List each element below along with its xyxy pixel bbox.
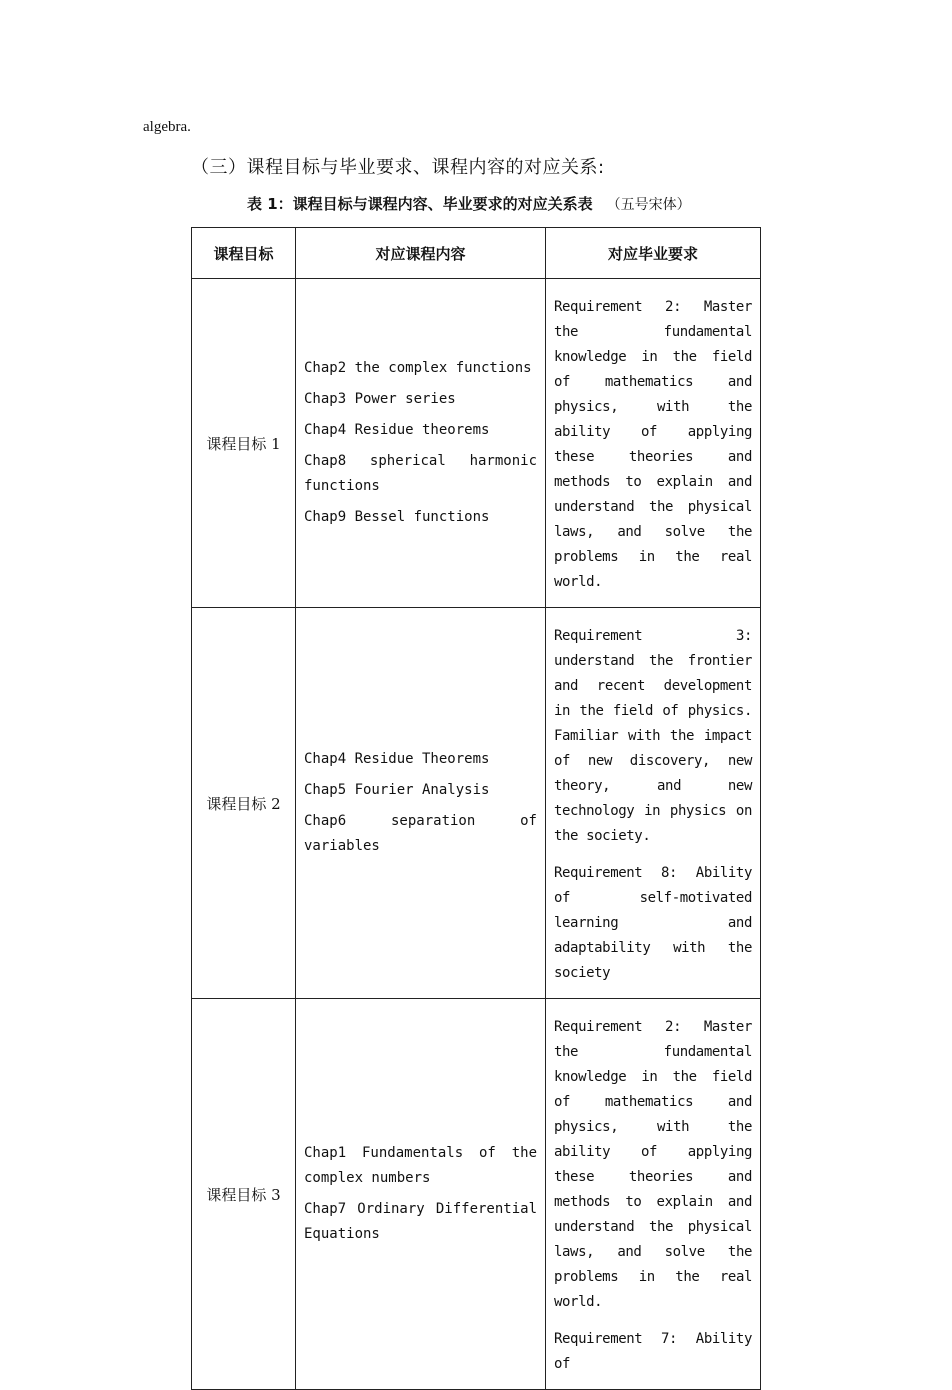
table-caption	[247, 193, 691, 214]
table-row	[192, 999, 761, 1390]
content-cell	[296, 999, 546, 1390]
table-caption-note: （五号宋体）	[606, 197, 691, 213]
requirement-text: Requirement 7: Ability of	[554, 1331, 752, 1372]
section-heading: （三）课程目标与毕业要求、课程内容的对应关系:	[191, 157, 605, 178]
requirement-cell	[546, 279, 761, 608]
table-row	[192, 279, 761, 608]
content-item: Chap4 Residue theorems	[304, 422, 490, 438]
content-item: Chap7 Ordinary Differential Equations	[304, 1201, 537, 1242]
goal-cell: 课程目标 1	[192, 279, 296, 608]
goal-cell: 课程目标 3	[192, 999, 296, 1390]
content-item: Chap8 spherical harmonic functions	[304, 453, 537, 494]
table-header-row	[192, 228, 761, 279]
content-item: Chap6 separation of variables	[304, 813, 537, 854]
mapping-table	[191, 227, 761, 1390]
content-item: Chap2 the complex functions	[304, 360, 532, 376]
goal-cell: 课程目标 2	[192, 608, 296, 999]
header-course-goal: 课程目标	[192, 228, 296, 279]
content-item: Chap9 Bessel functions	[304, 509, 490, 525]
requirement-cell	[546, 608, 761, 999]
requirement-text: Requirement 3: understand the frontier and recent development in the field of physics. Familiar with the impact of new discovery, new theory, and new technology in physics on the society.	[554, 628, 752, 844]
content-item: Chap4 Residue Theorems	[304, 751, 490, 767]
table-caption-title: 表 1：课程目标与课程内容、毕业要求的对应关系表	[247, 195, 593, 213]
header-course-content: 对应课程内容	[296, 228, 546, 279]
content-item: Chap3 Power series	[304, 391, 456, 407]
content-item: Chap1 Fundamentals of the complex numbers	[304, 1145, 537, 1186]
lead-text: algebra.	[143, 119, 191, 135]
content-cell	[296, 279, 546, 608]
requirement-text: Requirement 8: Ability of self-motivated learning and adaptability with the society	[554, 865, 752, 981]
table-row	[192, 608, 761, 999]
requirement-text: Requirement 2: Master the fundamental knowledge in the field of mathematics and physics, with the ability of applying these theories and methods to explain and understand the physical laws, and solve the problems in the real world.	[554, 299, 752, 590]
header-graduation-requirement: 对应毕业要求	[546, 228, 761, 279]
requirement-text: Requirement 2: Master the fundamental knowledge in the field of mathematics and physics, with the ability of applying these theories and methods to explain and understand the physical laws, and solve the problems in the real world.	[554, 1019, 752, 1310]
requirement-cell	[546, 999, 761, 1390]
content-item: Chap5 Fourier Analysis	[304, 782, 490, 798]
content-cell	[296, 608, 546, 999]
